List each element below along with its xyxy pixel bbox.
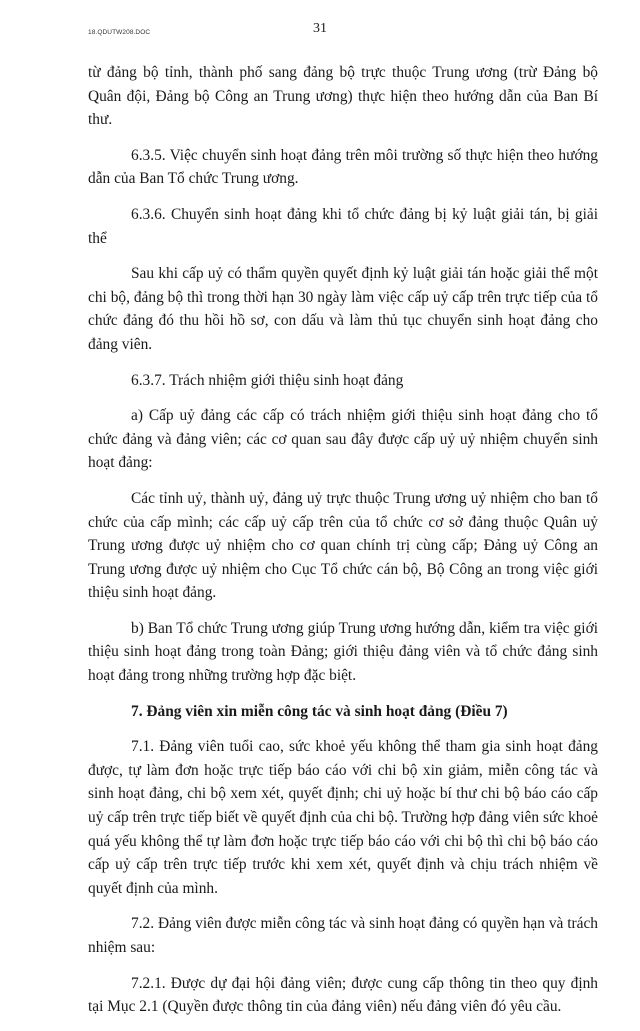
paragraph: 7.2.1. Được dự đại hội đảng viên; được cung cấp thông tin theo quy định tại Mục 2.1 (Quyền được thông tin của đảng viên) nếu đảng viên đó yêu cầu. xyxy=(88,974,598,1016)
page-number: 31 xyxy=(313,21,327,36)
section-title: 6.3.6. Chuyển sinh hoạt đảng khi tổ chức đảng bị kỷ luật giải tán, bị giải thể xyxy=(88,205,598,247)
section-title: 6.3.7. Trách nhiệm giới thiệu sinh hoạt đảng xyxy=(131,371,404,389)
document-code: 18.QDUTW208.DOC xyxy=(88,29,151,36)
document-body xyxy=(88,61,598,1031)
paragraph: Các tỉnh uỷ, thành uỷ, đảng uỷ trực thuộc Trung ương uỷ nhiệm cho ban tổ chức của cấp mình; các cấp uỷ cấp trên của tổ chức cơ sở đảng thuộc Quân uỷ Trung ương được uỷ nhiệm cho cơ quan chính trị cùng cấp; Đảng uỷ Công an Trung ương được uỷ nhiệm cho Cục Tổ chức cán bộ, Bộ Công an trong việc giới thiệu sinh hoạt đảng. xyxy=(88,489,598,602)
section-heading: 7. Đảng viên xin miễn công tác và sinh hoạt đảng (Điều 7) xyxy=(131,702,508,720)
paragraph: Sau khi cấp uỷ có thẩm quyền quyết định kỷ luật giải tán hoặc giải thể một chi bộ, đảng bộ thì trong thời hạn 30 ngày làm việc cấp uỷ cấp trên trực tiếp của tổ chức đảng đó thu hồi hồ sơ, con dấu và làm thủ tục chuyển sinh hoạt đảng cho đảng viên. xyxy=(88,265,598,353)
paragraph: b) Ban Tổ chức Trung ương giúp Trung ương hướng dẫn, kiểm tra việc giới thiệu sinh hoạt đảng trong toàn Đảng; giới thiệu đảng viên và tổ chức đảng sinh hoạt đảng trong những trường hợp đặc biệt. xyxy=(88,619,598,685)
paragraph: 6.3.5. Việc chuyển sinh hoạt đảng trên môi trường số thực hiện theo hướng dẫn của Ban Tổ chức Trung ương. xyxy=(88,146,598,188)
paragraph: 7.1. Đảng viên tuổi cao, sức khoẻ yếu không thể tham gia sinh hoạt đảng được, tự làm đơn hoặc trực tiếp báo cáo với chi bộ xin giảm, miễn công tác và sinh hoạt đảng, chi bộ xem xét, quyết định; chi uỷ hoặc bí thư chi bộ báo cáo cấp uỷ cấp trên trực tiếp biết về quyết định của chi bộ. Trường hợp đảng viên sức khoẻ quá yếu không thể tự làm đơn hoặc trực tiếp báo cáo với chi bộ thì chi bộ báo cáo cấp uỷ cấp trên trực tiếp trước khi xem xét, quyết định và chịu trách nhiệm về quyết định của mình. xyxy=(88,738,598,897)
paragraph: 7.2. Đảng viên được miễn công tác và sinh hoạt đảng có quyền hạn và trách nhiệm sau: xyxy=(88,915,598,956)
paragraph: a) Cấp uỷ đảng các cấp có trách nhiệm giới thiệu sinh hoạt đảng cho tổ chức đảng và đảng viên; các cơ quan sau đây được cấp uỷ uỷ nhiệm chuyển sinh hoạt đảng: xyxy=(88,407,598,472)
paragraph: từ đảng bộ tỉnh, thành phố sang đảng bộ trực thuộc Trung ương (trừ Đảng bộ Quân đội, Đảng bộ Công an Trung ương) thực hiện theo hướng dẫn của Ban Bí thư. xyxy=(88,64,598,129)
